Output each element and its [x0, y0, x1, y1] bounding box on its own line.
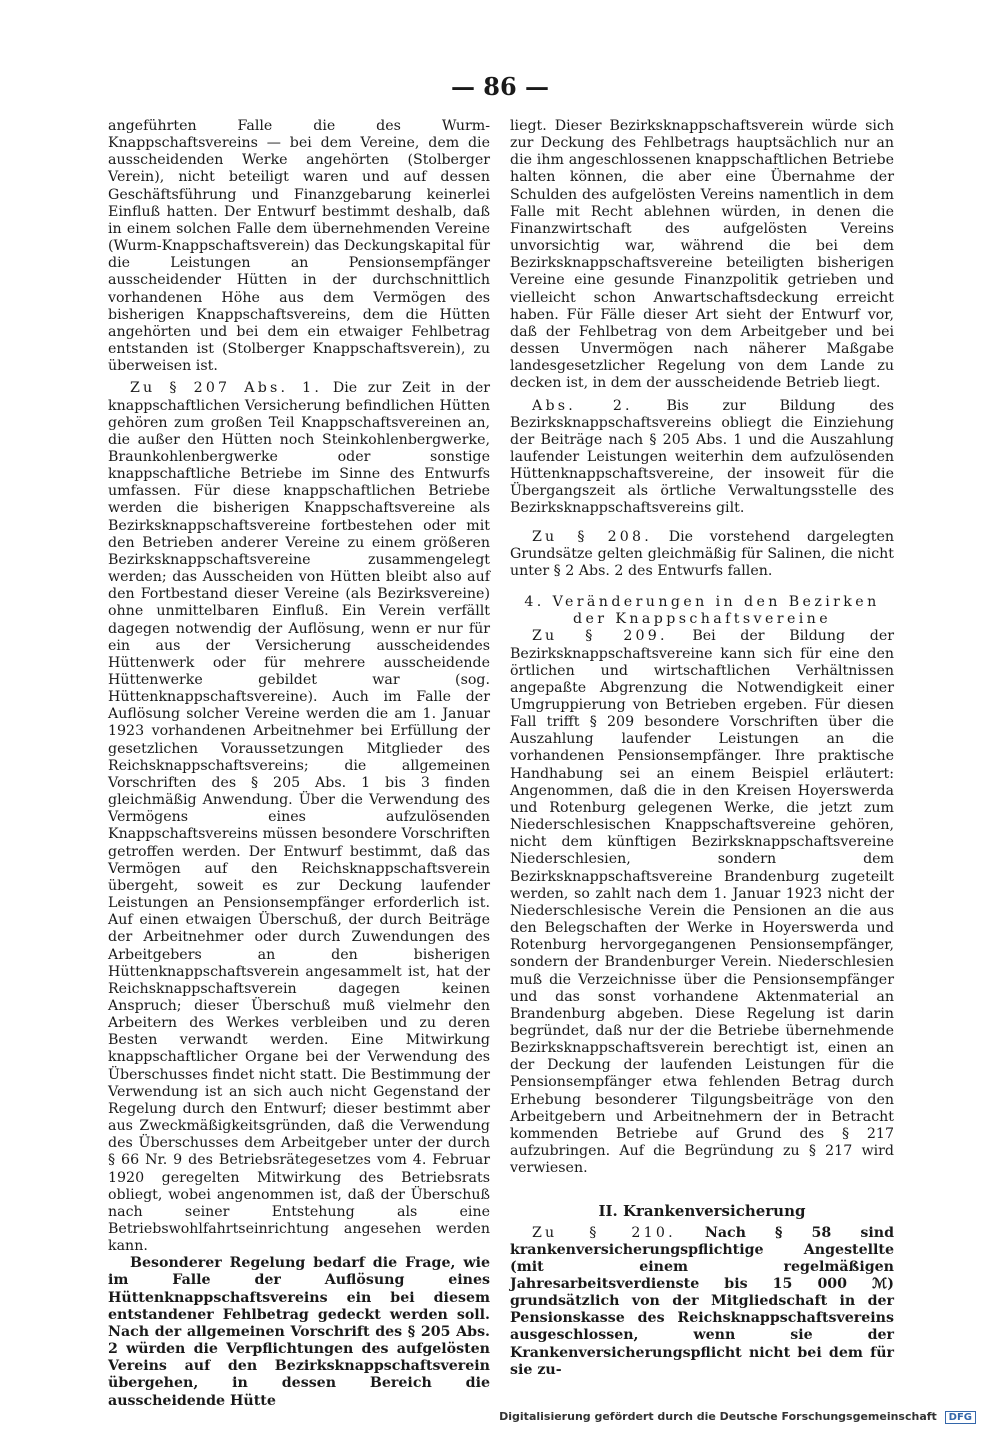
right-column	[510, 118, 894, 1379]
section-4-heading: 4. Veränderungen in den Bezirken der Knappschaftsvereine	[524, 594, 880, 628]
right-paragraph-1: liegt. Dieser Bezirksknappschaftsverein würde sich zur Deckung des Fehlbetrags hauptsächlich nur an die ihm angeschlossenen knappschaftlichen Betriebe halten können, die aber eine Übernahme der Schulden des aufgelösten Vereins namentlich in dem Falle mit Recht ablehnen würden, in denen die Finanzwirtschaft des aufgelösten Vereins unvorsichtig war, während die bei dem Bezirksknappschaftsvereine beteiligten bisherigen Vereine eine gesunde Finanzpolitik getrieben und vielleicht schon Anwartschaftsdeckung erreicht haben. Für Fälle dieser Art sieht der Entwurf vor, daß der Fehlbetrag von dem Arbeitgeber und bei dessen Unvermögen nach näherer Maßgabe landesgesetzlicher Regelung von dem Lande zu decken ist, in dem der ausscheidende Betrieb liegt.	[510, 118, 894, 392]
footer-text: Digitalisierung gefördert durch die Deutsche Forschungsgemeinschaft	[499, 1410, 937, 1423]
right-paragraph-5	[510, 1225, 894, 1379]
left-paragraph-1: angeführten Falle die des Wurm-Knappschaftsvereins — bei dem Vereine, dem die ausscheidenden Werke angehörten (Stolberger Verein), nicht beteiligt waren und auf dessen Geschäftsführung und Finanzgebarung keinerlei Einfluß hatten. Der Entwurf bestimmt deshalb, daß in einem solchen Falle dem übernehmenden Vereine (Wurm-Knappschaftsverein) das Deckungskapital für die Leistungen an Pensionsempfänger ausscheidender Hütten in der durchschnittlich vorhandenen Höhe aus dem Vermögen des bisherigen Knappschaftsvereins, dem die Hütten angehörten und bei dem ein etwaiger Fehlbetrag entstanden ist (Stolberger Knappschaftsverein), zu überweisen ist.	[108, 118, 490, 375]
right-paragraph-4-text: Bei der Bildung der Bezirksknappschaftsvereine kann sich für eine den örtlichen und wirtschaftlichen Verhältnissen angepaßte Abgrenzung die Notwendigkeit einer Umgruppierung von Betrieben ergeben. Für diesen Fall trifft § 209 besondere Vorschriften über die Auszahlung laufender Leistungen an die vorhandenen Pensionsempfänger. Ihre praktische Handhabung sei an einem Beispiel erläutert: Angenommen, daß die in den Kreisen Hoyerswerda und Rotenburg gelegenen Werke, die jetzt zum Niederschlesischen Knappschaftsvereine gehören, nicht dem künftigen Bezirksknappschaftsvereine Niederschlesien, sondern dem Bezirksknappschaftsvereine Brandenburg zugeteilt werden, so zahlt nach dem 1. Januar 1923 nicht der Niederschlesische Verein die Pensionen an die aus den Belegschaften der Werke in Hoyerswerda und Rotenburg hervorgegangenen Pensionsempfänger, sondern der Brandenburger Verein. Niederschlesien muß die Verzeichnisse über die Pensionsempfänger und das sonst vorhandene Aktenmaterial an Brandenburg abgeben. Diese Regelung ist darin begründet, daß nur der die Betriebe übernehmende Bezirksknappschaftsverein berechtigt ist, einen an der Deckung der laufenden Leistungen für die Pensionsempfänger etwa fehlenden Betrag durch Erhebung besonderer Tilgungsbeiträge von den Arbeitgebern und Arbeitnehmern der in Betracht kommenden Betriebe auf Grund des § 217 aufzubringen. Auf die Begründung zu § 217 wird verwiesen.	[510, 628, 895, 1177]
left-paragraph-2	[108, 380, 490, 1255]
dfg-logo: DFG	[945, 1411, 976, 1424]
left-column	[108, 118, 490, 1410]
right-paragraph-4	[510, 628, 894, 1177]
section-ref-207: Zu § 207 Abs. 1.	[130, 380, 323, 397]
right-paragraph-2	[510, 398, 894, 518]
digitization-footer	[499, 1410, 976, 1424]
right-paragraph-5-text: Nach § 58 sind krankenversicherungspflichtige Angestellte (mit einem regelmäßigen Jahresarbeitsverdienste bis 15 000 ℳ) grundsätzlich von der Mitgliedschaft in der Pensionskasse des Reichsknappschaftsvereins ausgeschlossen, wenn sie der Krankenversicherungspflicht nicht bei dem für sie zu-	[510, 1224, 894, 1378]
section-ref-209: Zu § 209.	[532, 628, 668, 645]
left-paragraph-2-text: Die zur Zeit in der knappschaftlichen Versicherung befindlichen Hütten gehören zum großen Teil Knappschaftsvereinen an, die außer den Hütten noch Steinkohlenbergwerke, Braunkohlenbergwerke oder sonstige knappschaftliche Betriebe im Sinne des Entwurfs umfassen. Für diese knappschaftlichen Betriebe werden die bisherigen Knappschaftsvereine als Bezirksknappschaftsvereine fortbestehen oder mit den Betrieben anderer Vereine zu einem größeren Bezirksknappschaftsvereine zusammengelegt werden; das Ausscheiden von Hütten bleibt also auf den Fortbestand dieser Vereine (als Bezirksvereine) ohne unmittelbaren Einfluß. Ein Verein verfällt dagegen notwendig der Auflösung, wenn er nur für ein aus der Versicherung ausscheidendes Hüttenwerk oder für mehrere ausscheidende Hüttenwerke gebildet war (sog. Hüttenknappschaftsvereine). Auch im Falle der Auflösung solcher Vereine werden die am 1. Januar 1923 vorhandenen Arbeitnehmer bei Erfüllung der gesetzlichen Voraussetzungen Mitglieder des Reichsknappschaftsvereins; die allgemeinen Vorschriften des § 205 Abs. 1 bis 3 finden gleichmäßig Anwendung. Über die Verwendung des Vermögens eines aufzulösenden Knappschaftsvereins müssen besondere Vorschriften getroffen werden. Der Entwurf bestimmt, daß das Vermögen auf den Reichsknappschaftsverein übergeht, soweit es zur Deckung laufender Leistungen an Pensionsempfänger erforderlich ist. Auf einen etwaigen Überschuß, der durch Beiträge der Arbeitnehmer oder durch Zuwendungen des Arbeitgebers an den bisherigen Hüttenknappschaftsverein angesammelt ist, hat der Reichsknappschaftsverein dagegen keinen Anspruch; dieser Überschuß muß vielmehr den Arbeitern des Werkes verbleiben und zu deren Besten verwandt werden. Eine Mitwirkung knappschaftlicher Organe bei der Verwendung des Überschusses findet nicht statt. Die Bestimmung der Verwendung ist an sich auch nicht Gegenstand der Regelung durch den Entwurf; dieser bestimmt aber aus Zweckmäßigkeitsgründen, daß die Verwendung des Überschusses dem Arbeitgeber unter der durch § 66 Nr. 9 des Betriebsrätegesetzes vom 4. Februar 1920 geregelten Mitwirkung des Betriebsrats obliegt, wobei angenommen ist, daß der Überschuß nach seiner Entstehung als eine Betriebswohlfahrtseinrichtung angesehen werden kann.	[108, 380, 490, 1255]
right-paragraph-3-text: Die vorstehend dargelegten Grundsätze gelten gleichmäßig für Salinen, die nicht unter § 2 Abs. 2 des Entwurfs fallen.	[510, 528, 895, 579]
page-number: — 86 —	[450, 72, 550, 101]
right-paragraph-2-text: Bis zur Bildung des Bezirksknappschaftsvereins obliegt die Einziehung der Beiträge nach § 205 Abs. 1 und die Auszahlung laufender Leistungen weiterhin dem aufzulösenden Hüttenknappschaftsvereine, der insoweit für die Übergangszeit als örtliche Verwaltungsstelle des Bezirksknappschaftsvereins gilt.	[510, 397, 894, 517]
section-ref-210: Zu § 210.	[532, 1224, 676, 1241]
section-2-heading: II. Krankenversicherung	[598, 1202, 806, 1221]
section-ref-208: Zu § 208.	[532, 528, 652, 545]
left-paragraph-3: Besonderer Regelung bedarf die Frage, wie im Falle der Auflösung eines Hüttenknappschaftsvereins ein bei diesem entstandener Fehlbetrag gedeckt werden soll. Nach der allgemeinen Vorschrift des § 205 Abs. 2 würden die Verpflichtungen des aufgelösten Vereins auf den Bezirksknappschaftsverein übergehen, in dessen Bereich die ausscheidende Hütte	[108, 1255, 490, 1409]
right-paragraph-3	[510, 529, 894, 580]
section-ref-abs2: Abs. 2.	[532, 397, 633, 414]
